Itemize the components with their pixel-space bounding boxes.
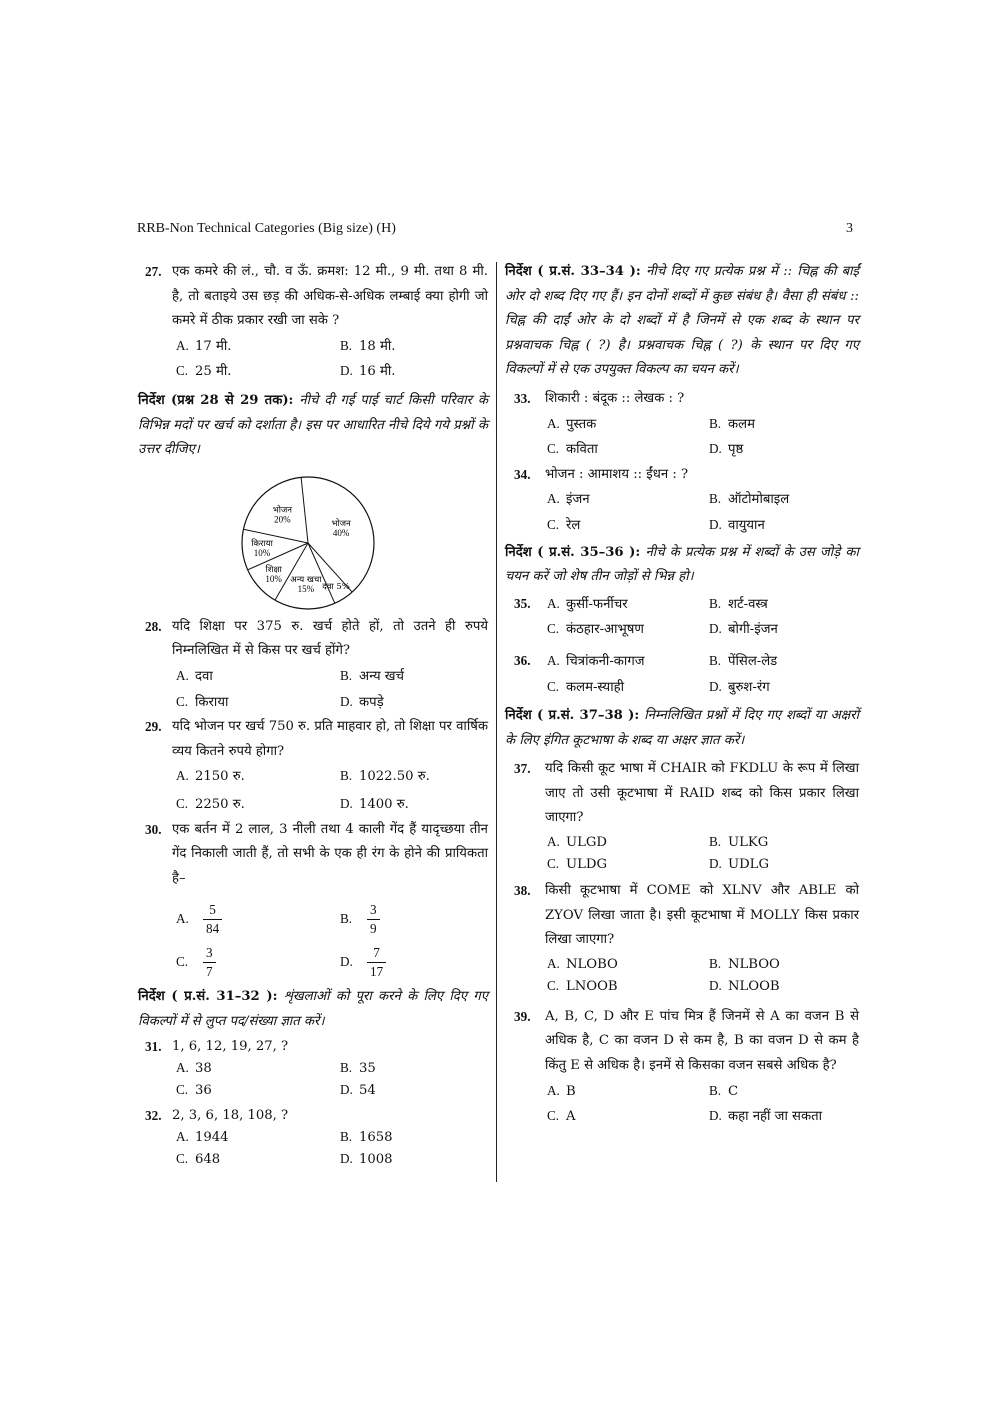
pie-slice-name: दवा 5%	[322, 581, 350, 592]
question-number: 33.	[514, 390, 531, 406]
direction-heading: निर्देश ( प्र.सं. 37–38 ):	[505, 708, 640, 724]
pie-slice-value: 10%	[253, 547, 271, 558]
direction-31-32	[138, 985, 488, 1034]
question-number: 38.	[514, 883, 531, 899]
option-c[interactable]: C. कंठहार-आभूषण	[547, 621, 644, 638]
option-d[interactable]: D. 1400 रु.	[340, 795, 409, 812]
question-text: 1, 6, 12, 19, 27, ?	[172, 1039, 289, 1055]
option-a[interactable]: A. NLOBO	[547, 955, 618, 972]
fraction: $\frac{7}{17}$	[367, 944, 386, 981]
option-a[interactable]: A. इंजन	[547, 491, 590, 508]
question-text: शिकारी : बंदूक :: लेखक : ?	[545, 390, 685, 406]
expense-pie-chart	[138, 467, 488, 613]
option-c[interactable]: C. 36	[176, 1082, 212, 1099]
option-a[interactable]: A. B	[547, 1082, 576, 1099]
options-30	[138, 901, 488, 981]
question-38	[505, 879, 859, 953]
question-number: 32.	[145, 1108, 162, 1124]
option-b[interactable]: B. 18 मी.	[340, 337, 396, 354]
question-number: 29.	[145, 719, 162, 735]
options-37	[505, 831, 859, 875]
option-d[interactable]: D. NLOOB	[709, 977, 780, 994]
option-c[interactable]: C. कविता	[547, 441, 598, 458]
option-d[interactable]: D. 1008	[340, 1151, 393, 1168]
options-36	[505, 649, 859, 700]
option-b[interactable]: B. 1022.50 रु.	[340, 768, 430, 785]
option-d[interactable]: D. कहा नहीं जा सकता	[709, 1108, 823, 1125]
pie-slice-divider	[308, 543, 335, 603]
question-text: भोजन : आमाशय :: ईंधन : ?	[545, 466, 689, 482]
pie-slice-name: शिक्षा	[265, 564, 282, 575]
option-b[interactable]: B. NLBOO	[709, 955, 780, 972]
question-text: यदि शिक्षा पर 375 रु. खर्च होते हों, तो उतने ही रुपये निम्नलिखित में से किस पर खर्च होंगे?	[172, 618, 488, 659]
option-a[interactable]: A. कुर्सी-फर्नीचर	[547, 595, 628, 612]
fraction: $\frac{3}{9}$	[367, 901, 380, 938]
option-a[interactable]: A. पुस्तक	[547, 415, 597, 432]
pie-slice-value: 15%	[297, 583, 315, 594]
option-a[interactable]: A. 17 मी.	[176, 337, 232, 354]
direction-text: नीचे दिए गए प्रत्येक प्रश्न में :: चिह्न की बाईं ओर दो शब्द दिए गए हैं। इन दोनों शब्दों में कुछ संबंध है। वैसा ही संबंध :: चिह्न की दाईं ओर के दो शब्दों में है जिनमें से एक शब्द के स्थान पर प्रश्नवाचक चिह्न ( ?) है। प्रश्नवाचक चिह्न ( ?) के स्थान पर दिए गए विकल्पों में से एक उपयुक्त विकल्प का चयन करें।	[505, 264, 859, 378]
direction-text: शृंखलाओं को पूरा करने के लिए दिए गए विकल्पों में से लुप्त पद/संख्या ज्ञात करें।	[138, 989, 488, 1029]
option-d[interactable]: D. $\frac{7}{17}$	[340, 944, 488, 981]
options-33	[505, 412, 859, 463]
options-38	[505, 953, 859, 997]
direction-heading: निर्देश ( प्र.सं. 35–36 ):	[505, 544, 641, 560]
options-29	[138, 764, 488, 817]
question-text: यदि किसी कूट भाषा में CHAIR को FKDLU के रूप में लिखा जाए तो उसी कूटभाषा में RAID शब्द को किस प्रकार लिखा जाएगा?	[545, 761, 859, 826]
running-header: RRB-Non Technical Categories (Big size) (H)	[137, 221, 396, 236]
option-c[interactable]: C. रेल	[547, 516, 581, 533]
options-32	[138, 1126, 488, 1170]
question-27	[138, 260, 488, 334]
option-a[interactable]: A. दवा	[176, 667, 213, 684]
direction-heading: निर्देश ( प्र.सं. 31–32 ):	[138, 989, 278, 1005]
option-c[interactable]: C. A	[547, 1108, 576, 1125]
option-b[interactable]: B. कलम	[709, 415, 755, 432]
question-number: 37.	[514, 761, 531, 777]
direction-35-36	[505, 541, 859, 590]
option-a[interactable]: A. $\frac{5}{84}$	[176, 901, 340, 938]
options-35	[505, 592, 859, 643]
right-column	[505, 260, 859, 1130]
option-d[interactable]: D. UDLG	[709, 856, 769, 873]
question-number: 35.	[514, 595, 531, 611]
option-c[interactable]: C. 648	[176, 1151, 221, 1168]
option-b[interactable]: B. अन्य खर्च	[340, 667, 404, 684]
option-b[interactable]: B. ऑटोमोबाइल	[709, 491, 790, 508]
question-35	[505, 592, 859, 643]
question-text: 2, 3, 6, 18, 108, ?	[172, 1108, 289, 1124]
option-d[interactable]: D. 16 मी.	[340, 363, 396, 380]
direction-text: निम्नलिखित प्रश्नों में दिए गए शब्दों या अक्षरों के लिए इंगित कूटभाषा के शब्द या अक्षर ज्ञात करें।	[505, 708, 859, 748]
question-number: 28.	[145, 618, 162, 634]
fraction: $\frac{3}{7}$	[203, 944, 216, 981]
direction-37-38	[505, 704, 859, 753]
pie-slice-name: अन्य खचा	[290, 574, 322, 585]
question-text: A, B, C, D और E पांच मित्र हैं जिनमें से A का वजन B से अधिक है, C का वजन D से कम है, B का वजन D से कम है किंतु E से अधिक है। इनमें से किसका वजन सबसे अधिक है?	[545, 1008, 859, 1074]
direction-text: नीचे के प्रत्येक प्रश्न में शब्दों के उस जोड़े का चयन करें जो शेष तीन जोड़ों से भिन्न हो।	[505, 544, 859, 585]
option-c[interactable]: C. $\frac{3}{7}$	[176, 944, 340, 981]
pie-slice-divider	[301, 477, 308, 543]
fraction: $\frac{5}{84}$	[203, 901, 222, 938]
question-number: 39.	[514, 1008, 531, 1024]
direction-text: नीचे दी गई पाई चार्ट किसी परिवार के विभिन्न मदों पर खर्च को दर्शाता है। इस पर आधारित नीचे दिये गये प्रश्नों के उत्तर दीजिए।	[138, 392, 488, 458]
option-c[interactable]: C. 2250 रु.	[176, 795, 245, 812]
option-d[interactable]: D. पृष्ठ	[709, 441, 744, 458]
option-c[interactable]: C. LNOOB	[547, 977, 618, 994]
option-c[interactable]: C. ULDG	[547, 856, 607, 873]
direction-heading: निर्देश ( प्र.सं. 33–34 ):	[505, 264, 641, 279]
option-b[interactable]: B. शर्ट-वस्त्र	[709, 595, 768, 612]
question-31	[138, 1036, 488, 1057]
option-d[interactable]: D. बुरुश-रंग	[709, 678, 770, 695]
pie-slice-value: 20%	[274, 514, 291, 525]
options-28	[138, 664, 488, 715]
question-36	[505, 649, 859, 700]
left-column	[138, 260, 488, 1170]
pie-chart-svg	[238, 473, 378, 613]
option-d[interactable]: D. बोगी-इंजन	[709, 621, 778, 638]
option-b[interactable]: B. C	[709, 1082, 739, 1099]
question-number: 27.	[145, 264, 162, 279]
column-divider	[496, 262, 497, 1182]
option-d[interactable]: D. कपड़े	[340, 693, 384, 710]
question-text: एक कमरे की लं., चौ. व ऊँ. क्रमश: 12 मी., 9 मी. तथा 8 मी. है, तो बताइये उस छड़ की अधिक-से-अधिक लम्बाई क्या होगी जो कमरे में ठीक प्रकार रखी जा सके ?	[172, 264, 488, 329]
pie-slice-value: 10%	[265, 573, 282, 584]
question-32	[138, 1105, 488, 1126]
question-number: 31.	[145, 1039, 162, 1055]
option-a[interactable]: A. 1944	[176, 1129, 229, 1146]
question-text: एक बर्तन में 2 लाल, 3 नीली तथा 4 काली गेंद हैं यादृच्छया तीन गेंद निकाली जाती हैं, तो सभी के एक ही रंग के होने की प्रायिकता है–	[172, 821, 488, 886]
question-37	[505, 757, 859, 831]
option-b[interactable]: B. पेंसिल-लेड	[709, 652, 778, 669]
option-a[interactable]: A. ULGD	[547, 834, 607, 851]
direction-28-29	[138, 389, 488, 463]
question-30	[138, 818, 488, 892]
question-number: 36.	[514, 652, 531, 668]
page-number: 3	[846, 221, 853, 236]
option-a[interactable]: A. 2150 रु.	[176, 768, 245, 785]
option-b[interactable]: B. 35	[340, 1060, 376, 1077]
option-b[interactable]: B. $\frac{3}{9}$	[340, 901, 488, 938]
option-a[interactable]: A. चित्रांकनी-कागज	[547, 652, 645, 669]
option-a[interactable]: A. 38	[176, 1060, 212, 1077]
option-d[interactable]: D. वायुयान	[709, 516, 765, 533]
question-39	[505, 1005, 859, 1079]
pie-slice-name: किराया	[251, 538, 273, 549]
pie-slice-name: भोजन	[272, 505, 292, 516]
question-text: यदि भोजन पर खर्च 750 रु. प्रति माहवार हो, तो शिक्षा पर वार्षिक व्यय कितने रुपये होगा?	[172, 719, 488, 759]
direction-33-34	[505, 260, 859, 383]
question-34	[505, 463, 859, 488]
question-text: किसी कूटभाषा में COME को XLNV और ABLE को ZYOV लिखा जाता है। इसी कूटभाषा में MOLLY किस प्रकार लिखा जाएगा?	[545, 883, 859, 948]
pie-slice-value: 40%	[332, 527, 350, 538]
direction-heading: निर्देश (प्रश्न 28 से 29 तक):	[138, 392, 294, 408]
question-33	[505, 387, 859, 412]
question-number: 30.	[145, 821, 162, 837]
options-34	[505, 487, 859, 538]
pie-slice-name: भोजन	[331, 518, 351, 529]
options-39	[505, 1079, 859, 1130]
question-number: 34.	[514, 466, 531, 482]
option-d[interactable]: D. 54	[340, 1082, 376, 1099]
option-b[interactable]: B. ULKG	[709, 834, 769, 851]
option-c[interactable]: C. 25 मी.	[176, 363, 232, 380]
options-27	[138, 334, 488, 385]
question-29	[138, 715, 488, 764]
question-28	[138, 615, 488, 664]
option-c[interactable]: C. किराया	[176, 693, 229, 710]
option-c[interactable]: C. कलम-स्याही	[547, 678, 625, 695]
option-b[interactable]: B. 1658	[340, 1129, 393, 1146]
options-31	[138, 1057, 488, 1101]
